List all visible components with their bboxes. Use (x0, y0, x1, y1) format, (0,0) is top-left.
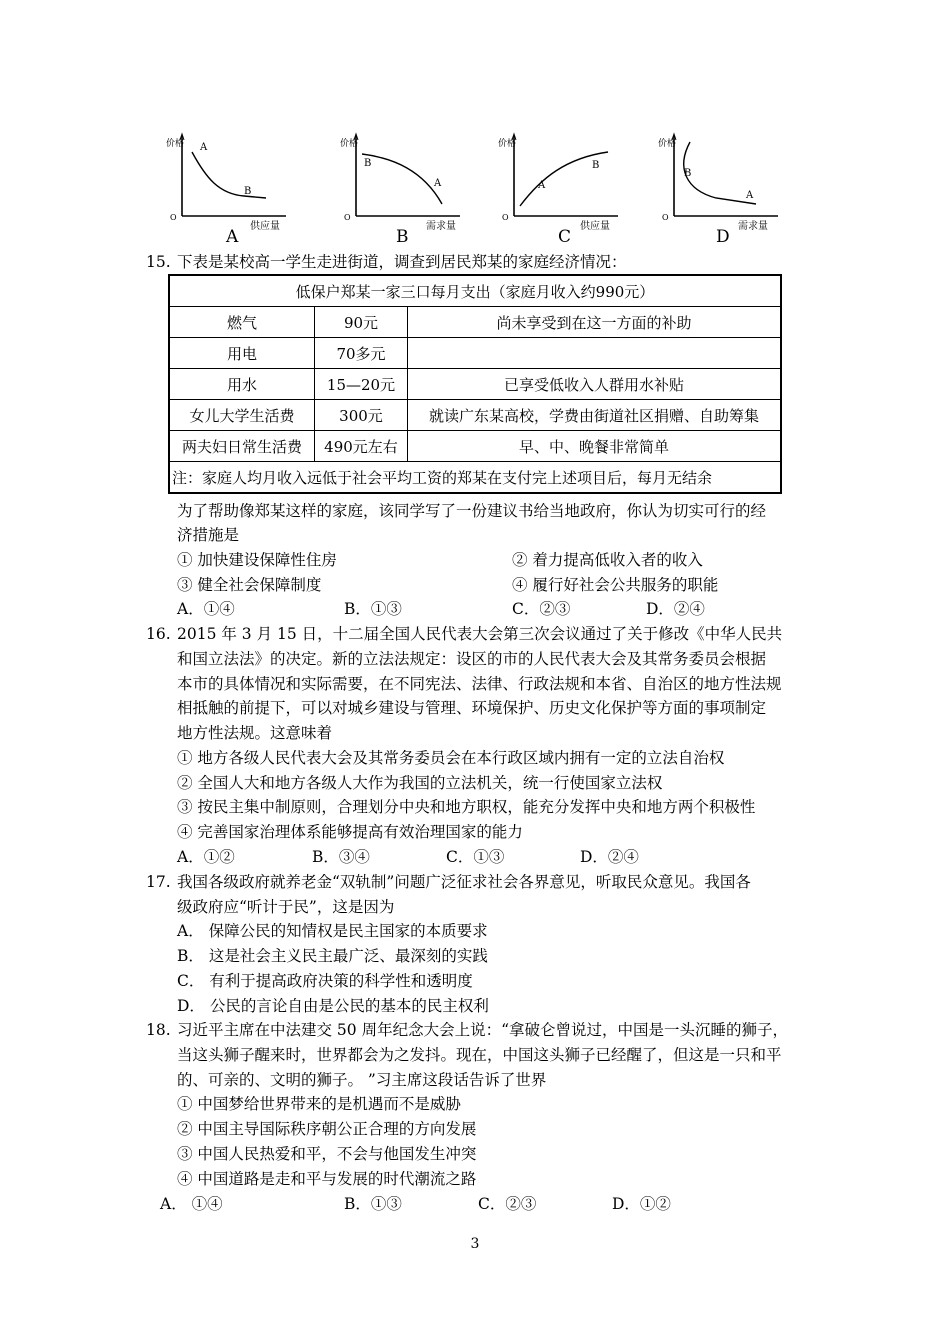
table-row (169, 369, 781, 400)
q17-option-b[interactable]: B． 这是社会主义民主最广泛、最深刻的实践 (177, 947, 488, 965)
table-cell: 女儿大学生活费 (169, 400, 315, 431)
graph-c-svg (496, 128, 626, 246)
table-cell: 用水 (169, 369, 315, 400)
table-cell: 15—20元 (315, 369, 408, 400)
graph-b-caption: B (396, 227, 409, 247)
table-cell: 已享受低收入人群用水补贴 (408, 369, 782, 400)
graph-d-svg (656, 128, 786, 246)
table-cell (408, 338, 782, 369)
table-cell: 燃气 (169, 307, 315, 338)
q17-line-2: 级政府应“听计于民”，这是因为 (177, 898, 395, 916)
graph-d-caption: D (716, 227, 730, 247)
table-cell: 用电 (169, 338, 315, 369)
q17-option-a[interactable]: A． 保障公民的知情权是民主国家的本质要求 (177, 922, 488, 940)
graph-b (338, 128, 468, 246)
q18-option-b[interactable]: B．①③ (344, 1195, 402, 1213)
q15-option-c[interactable]: C．②③ (512, 600, 571, 618)
table-cell: 90元 (315, 307, 408, 338)
q18-option-a[interactable]: A． ①④ (160, 1195, 223, 1213)
graph-a-ylabel: 价格 (166, 139, 185, 149)
table-note: 注：家庭人均月收入远低于社会平均工资的郑某在支付完上述项目后，每月无结余 (169, 462, 781, 494)
q18-option-d[interactable]: D．①② (612, 1195, 671, 1213)
q18-item-3: ③ 中国人民热爱和平，不会与他国发生冲突 (177, 1145, 477, 1163)
q15-option-b[interactable]: B．①③ (344, 600, 402, 618)
q15-expense-table (168, 274, 782, 494)
q18-line-3: 的、可亲的、文明的狮子。 ”习主席这段话告诉了世界 (177, 1071, 547, 1089)
graph-d-xlabel: 需求量 (738, 221, 768, 232)
q16-option-d[interactable]: D．②④ (580, 848, 639, 866)
q16-item-1: ① 地方各级人民代表大会及其常务委员会在本行政区域内拥有一定的立法自治权 (177, 749, 725, 767)
q18-item-4: ④ 中国道路是走和平与发展的时代潮流之路 (177, 1170, 477, 1188)
q16-line-4: 相抵触的前提下，可以对城乡建设与管理、环境保护、历史文化保护等方面的事项制定 (177, 699, 767, 717)
q15-number: 15. (146, 253, 171, 271)
q18-option-c[interactable]: C．②③ (478, 1195, 537, 1213)
graph-a-point-label: B (244, 186, 252, 197)
q15-option-d[interactable]: D．②④ (646, 600, 705, 618)
table-title: 低保户郑某一家三口每月支出（家庭月收入约990元） (169, 275, 781, 307)
table-row (169, 431, 781, 462)
q18-line-2: 当这头狮子醒来时，世界都会为之发抖。现在，中国这头狮子已经醒了，但这是一只和平 (177, 1046, 782, 1064)
q15-item-3: ③ 健全社会保障制度 (177, 576, 322, 594)
graph-b-curve-label: B (364, 158, 372, 169)
q18-item-2: ② 中国主导国际秩序朝公正合理的方向发展 (177, 1120, 477, 1138)
graph-c-curve-label: A (538, 180, 546, 191)
q17-line-1: 我国各级政府就养老金“双轨制”问题广泛征求社会各界意见，听取民众意见。我国各 (177, 873, 751, 891)
q16-item-4: ④ 完善国家治理体系能够提高有效治理国家的能力 (177, 823, 523, 841)
table-row (169, 400, 781, 431)
graph-a-caption: A (226, 227, 239, 247)
table-cell: 70多元 (315, 338, 408, 369)
graph-a-xlabel: 供应量 (250, 221, 280, 232)
graph-a-svg (164, 128, 294, 246)
q18-item-1: ① 中国梦给世界带来的是机遇而不是威胁 (177, 1095, 461, 1113)
q15-stem: 下表是某校高一学生走进街道，调查到居民郑某的家庭经济情况： (177, 253, 627, 271)
q16-option-b[interactable]: B．③④ (312, 848, 370, 866)
graph-c (496, 128, 626, 246)
page-number: 3 (470, 1236, 480, 1252)
table-cell: 两夫妇日常生活费 (169, 431, 315, 462)
q17-option-c[interactable]: C． 有利于提高政府决策的科学性和透明度 (177, 972, 473, 990)
q16-option-c[interactable]: C．①③ (446, 848, 505, 866)
q15-option-a[interactable]: A．①④ (177, 600, 235, 618)
table-cell: 300元 (315, 400, 408, 431)
q15-item-4: ④ 履行好社会公共服务的职能 (512, 576, 719, 594)
graph-c-caption: C (558, 227, 572, 247)
graph-b-svg (338, 128, 468, 246)
table-row (169, 307, 781, 338)
q16-line-1: 2015 年 3 月 15 日，十二届全国人民代表大会第三次会议通过了关于修改《中华人民共 (177, 625, 783, 643)
q15-after-line2: 济措施是 (177, 526, 240, 544)
graph-d-origin: O (662, 213, 669, 222)
table-cell: 490元左右 (315, 431, 408, 462)
q17-option-d[interactable]: D． 公民的言论自由是公民的基本的民主权利 (177, 997, 489, 1015)
graph-b-origin: O (344, 213, 351, 222)
q15-item-1: ① 加快建设保障性住房 (177, 551, 337, 569)
graph-b-ylabel: 价格 (340, 139, 359, 149)
graph-a (164, 128, 294, 246)
table-cell: 早、中、晚餐非常简单 (408, 431, 782, 462)
q16-line-5: 地方性法规。这意味着 (177, 724, 333, 742)
q16-item-2: ② 全国人大和地方各级人大作为我国的立法机关，统一行使国家立法权 (177, 774, 663, 792)
graph-d-point-label: A (746, 190, 754, 201)
table-cell: 就读广东某高校，学费由街道社区捐赠、自助筹集 (408, 400, 782, 431)
graph-c-origin: O (502, 213, 509, 222)
table-cell: 尚未享受到在这一方面的补助 (408, 307, 782, 338)
q16-number: 16. (146, 625, 171, 643)
graph-d-ylabel: 价格 (658, 139, 677, 149)
q15-after-line1: 为了帮助像郑某这样的家庭，该同学写了一份建议书给当地政府，你认为切实可行的经 (177, 502, 767, 520)
q15-item-2: ② 着力提高低收入者的收入 (512, 551, 703, 569)
graph-c-ylabel: 价格 (498, 139, 517, 149)
graph-b-xlabel: 需求量 (426, 221, 456, 232)
graph-c-xlabel: 供应量 (580, 221, 610, 232)
q18-line-1: 习近平主席在中法建交 50 周年纪念大会上说：“拿破仑曾说过，中国是一头沉睡的狮子， (177, 1021, 789, 1039)
graph-d-curve-label: B (684, 168, 692, 179)
graph-b-point-label: A (434, 178, 442, 189)
q18-number: 18. (146, 1021, 171, 1039)
q16-option-a[interactable]: A．①② (177, 848, 235, 866)
table-row (169, 338, 781, 369)
graph-d (656, 128, 786, 246)
q17-number: 17. (146, 873, 171, 891)
q16-line-3: 本市的具体情况和实际需要，在不同宪法、法律、行政法规和本省、自治区的地方性法规 (177, 675, 782, 693)
q16-item-3: ③ 按民主集中制原则，合理划分中央和地方职权，能充分发挥中央和地方两个积极性 (177, 798, 756, 816)
graph-a-curve-label: A (200, 142, 208, 153)
graph-c-point-label: B (592, 160, 600, 171)
graph-a-origin: O (170, 213, 177, 222)
q16-line-2: 和国立法法》的决定。新的立法法规定：设区的市的人民代表大会及其常务委员会根据 (177, 650, 767, 668)
